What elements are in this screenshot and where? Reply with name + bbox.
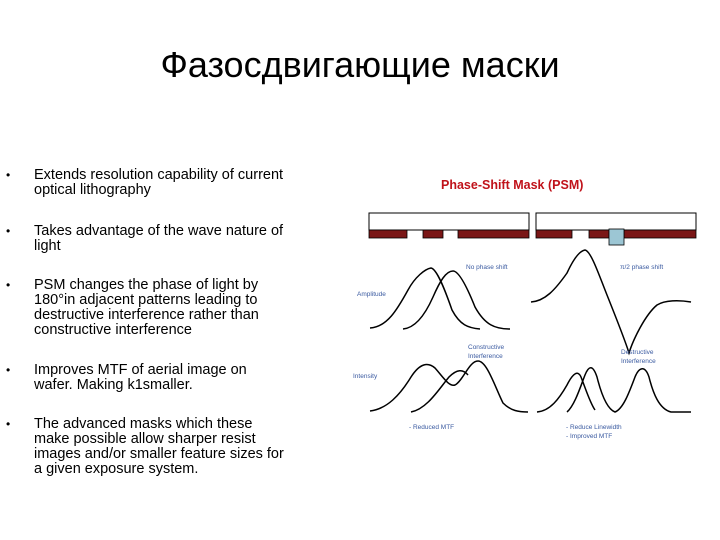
phase-shift-mask (536, 213, 696, 245)
chrome-block (423, 230, 443, 238)
amplitude-curve (403, 271, 510, 329)
chrome-block (624, 230, 696, 238)
bullet-line: Improves MTF of aerial image on (34, 362, 247, 378)
amplitude-curve (531, 250, 691, 353)
phase-shifter (609, 229, 624, 245)
bullet-dot-icon: • (6, 278, 11, 292)
intensity-label: Intensity (353, 373, 378, 380)
psm-intensity-curves (537, 368, 691, 412)
chrome-block (536, 230, 572, 238)
bullet-line: images and/or smaller feature sizes for (34, 446, 284, 462)
psm-amplitude-curves (531, 250, 691, 353)
bullet-line: The advanced masks which these (34, 416, 253, 432)
bullet-line: constructive interference (34, 322, 192, 338)
bullet-item (6, 168, 283, 198)
bullet-line: PSM changes the phase of light by (34, 277, 259, 293)
reduce-linewidth-note: - Reduce Linewidth (566, 424, 622, 431)
reduced-mtf-note: - Reduced MTF (409, 424, 455, 431)
binary-mask (369, 213, 529, 238)
bullet-line: Extends resolution capability of current (34, 167, 284, 183)
bullet-item (6, 278, 259, 338)
mask-substrate (536, 213, 696, 230)
bullet-line: Takes advantage of the wave nature of (34, 223, 284, 239)
improved-mtf-note: - Improved MTF (566, 433, 613, 440)
bullet-dot-icon: • (6, 168, 11, 182)
bullet-item (6, 363, 247, 393)
bullet-line: destructive interference rather than (34, 307, 259, 323)
intensity-curve (537, 373, 595, 412)
bullet-dot-icon: • (6, 417, 11, 431)
amplitude-curve (370, 268, 480, 329)
amplitude-label: Amplitude (357, 291, 386, 298)
bullet-line: a given exposure system. (34, 461, 199, 477)
binary-amplitude-curves (370, 268, 510, 329)
bullet-line: light (34, 238, 61, 254)
slide-title: Фазосдвигающие маски (160, 44, 560, 85)
diagram-title: Phase-Shift Mask (PSM) (441, 178, 584, 192)
phase-shift-label: π/2 phase shift (620, 264, 664, 271)
chrome-block (458, 230, 529, 238)
bullet-line: make possible allow sharper resist (34, 431, 256, 447)
bullet-item (6, 417, 284, 477)
intensity-curve (411, 371, 468, 412)
bullet-line: 180°in adjacent patterns leading to (34, 292, 258, 308)
constructive-label: Constructive (468, 344, 505, 351)
no-phase-shift-label: No phase shift (466, 264, 508, 271)
destructive-label: Destructive (621, 349, 654, 356)
bullet-item (6, 224, 283, 254)
bullet-dot-icon: • (6, 363, 11, 377)
bullet-dot-icon: • (6, 224, 11, 238)
binary-intensity-curves (370, 361, 528, 412)
bullet-line: wafer. Making k1smaller. (34, 377, 193, 393)
chrome-block (589, 230, 609, 238)
intensity-curve (370, 361, 528, 412)
destructive-label: Interference (621, 358, 656, 365)
psm-diagram (345, 165, 715, 455)
mask-substrate (369, 213, 529, 230)
chrome-block (369, 230, 407, 238)
constructive-label: Interference (468, 353, 503, 360)
bullet-line: optical lithography (34, 182, 151, 198)
